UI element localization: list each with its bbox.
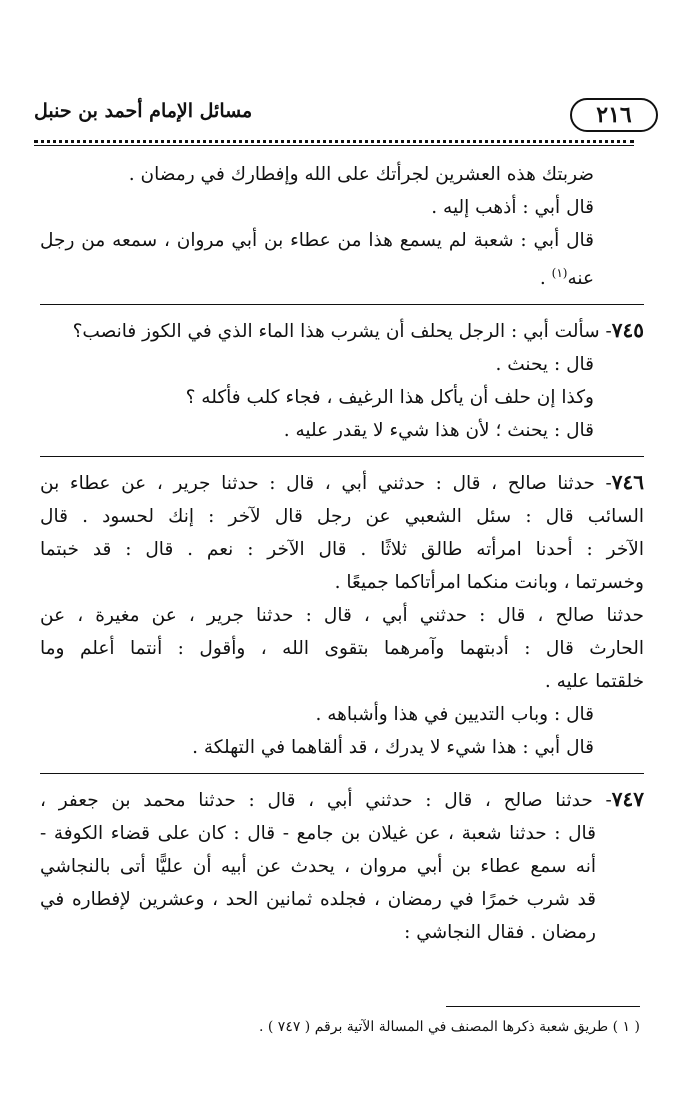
text-line: الحارث قال : أدبتهما وآمرهما بتقوى الله ، وأقول : أنتما أعلم وما [40, 638, 644, 660]
text-line: خلقتما عليه . [544, 671, 644, 693]
text-line: قال : حدثنا شعبة ، عن غيلان بن جامع - قال : كان على قضاء الكوفة - [40, 823, 596, 845]
text-line: أنه سمع عطاء بن أبي مروان ، يحدث عن أبيه أن عليًّا أتى بالنجاشي [40, 856, 596, 878]
question-747-header [40, 783, 644, 817]
text-line [40, 257, 644, 295]
header-solid-rule [34, 145, 634, 146]
text-line: قد شرب خمرًا في رمضان ، فجلده ثمانين الحد ، وعشرين لإفطاره في [40, 889, 596, 911]
question-number: ٧٤٧ [611, 787, 644, 812]
text-fragment: - حدثنا صالح ، قال : حدثني أبي ، قال : حدثنا محمد بن جعفر ، [40, 790, 612, 812]
text-line: الآخر : أحدنا امرأته طالق ثلاثًا . قال الآخر : نعم . قال : قد خبتما [40, 539, 644, 561]
text-fragment: عنه [567, 268, 594, 290]
text-line: وكذا إن حلف أن يأكل هذا الرغيف ، فجاء كلب فأكله ؟ [185, 387, 594, 409]
page-header [34, 98, 658, 138]
question-746-header [40, 466, 644, 500]
text-fragment: - حدثنا صالح ، قال : حدثني أبي ، قال : حدثنا جرير ، عن عطاء بن [40, 473, 612, 495]
question-number: ٧٤٥ [611, 318, 644, 343]
question-745-header [40, 314, 644, 348]
text-line: قال أبي : أذهب إليه . [431, 197, 594, 218]
footnote: ( ١ ) طريق شعبة ذكرها المصنف في المسالة الآتية برقم ( ٧٤٧ ) . [258, 1019, 640, 1035]
header-dotted-rule [34, 140, 634, 143]
text-line: ضربتك هذه العشرين لجرأتك على الله وإفطارك في رمضان . [128, 164, 594, 185]
section-divider [40, 773, 644, 774]
text-line: وخسرتما ، وبانت منكما امرأتاكما جميعًا . [334, 572, 644, 594]
text-line: قال أبي : هذا شيء لا يدرك ، قد ألقاهما في التهلكة . [192, 737, 594, 759]
main-text [40, 158, 644, 949]
text-line: قال : يحنث . [495, 354, 594, 376]
text-line: رمضان . فقال النجاشي : [404, 922, 596, 944]
text-line: السائب قال : سئل الشعبي عن رجل قال لآخر : إنك لحسود . قال [40, 506, 644, 528]
section-divider [40, 304, 644, 305]
book-title: مسائل الإمام أحمد بن حنبل [34, 100, 253, 122]
text-line: حدثنا صالح ، قال : حدثني أبي ، قال : حدثنا جرير ، عن مغيرة ، عن [40, 605, 644, 627]
text-line: قال : يحنث ؛ لأن هذا شيء لا يقدر عليه . [283, 420, 594, 442]
page-number: ٢١٦ [570, 98, 658, 132]
text-fragment: . [539, 268, 546, 290]
text-line: قال أبي : شعبة لم يسمع هذا من عطاء بن أبي مروان ، سمعه من رجل [40, 230, 594, 251]
section-divider [40, 456, 644, 457]
text-fragment: - سألت أبي : الرجل يحلف أن يشرب هذا الماء الذي في الكوز فانصب؟ [72, 321, 612, 343]
footnote-rule [446, 1006, 640, 1007]
question-number: ٧٤٦ [611, 470, 644, 495]
footnote-reference: (١) [551, 266, 568, 280]
text-line: قال : وباب التديين في هذا وأشباهه . [315, 704, 594, 726]
